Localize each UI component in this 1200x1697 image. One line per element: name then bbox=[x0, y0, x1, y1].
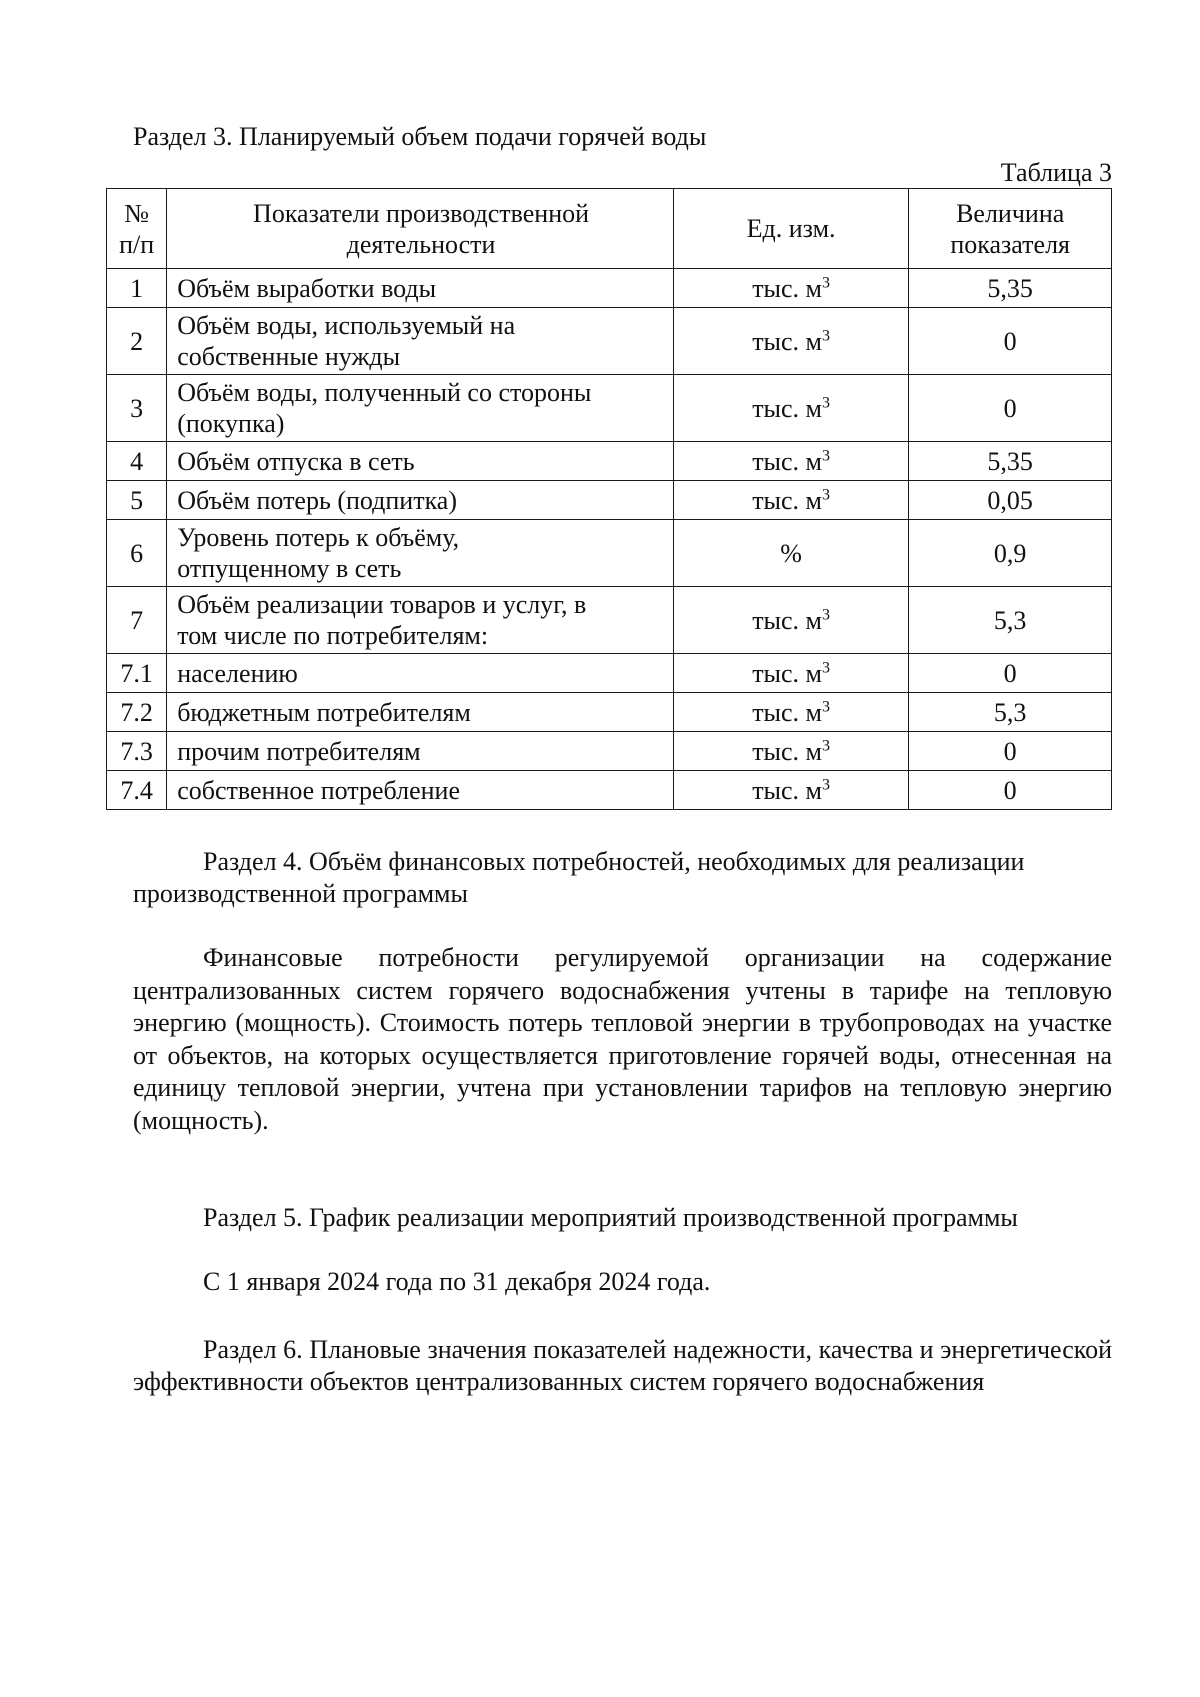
row-value: 5,3 bbox=[909, 693, 1112, 732]
row-indicator: Объём реализации товаров и услуг, в том числе по потребителям: bbox=[167, 587, 674, 654]
section-4-title: Раздел 4. Объём финансовых потребностей, необходимых для реализации производственной программы bbox=[133, 847, 1025, 908]
row-num: 3 bbox=[107, 375, 167, 442]
table-row bbox=[107, 732, 1112, 771]
row-unit: тыс. $м^3$ bbox=[673, 771, 909, 810]
row-num: 1 bbox=[107, 269, 167, 308]
table-caption: Таблица 3 bbox=[1000, 158, 1112, 187]
header-value: Величина показателя bbox=[909, 189, 1112, 269]
table-row bbox=[107, 375, 1112, 442]
table-row bbox=[107, 520, 1112, 587]
row-num: 7.4 bbox=[107, 771, 167, 810]
row-value: 5,35 bbox=[909, 442, 1112, 481]
production-indicators-table bbox=[106, 188, 1112, 810]
table-row bbox=[107, 481, 1112, 520]
header-indicator: Показатели производственной деятельности bbox=[167, 189, 674, 269]
row-unit: тыс. $м^3$ bbox=[673, 269, 909, 308]
row-indicator: Уровень потерь к объёму, отпущенному в сеть bbox=[167, 520, 674, 587]
section-4-body: Финансовые потребности регулируемой организации на содержание централизованных систем горячего водоснабжения учтены в тарифе на тепловую энергию (мощность). Стоимость потерь тепловой энергии в трубопроводах на участке от объектов, на которых осуществляется приготовление горячей воды, отнесенная на единицу тепловой энергии, учтена при установлении тарифов на тепловую энергию (мощность). bbox=[133, 943, 1112, 1135]
row-num: 6 bbox=[107, 520, 167, 587]
row-indicator: Объём воды, используемый на собственные нужды bbox=[167, 308, 674, 375]
row-value: 0 bbox=[909, 308, 1112, 375]
row-num: 7 bbox=[107, 587, 167, 654]
section-6-title: Раздел 6. Плановые значения показателей надежности, качества и энергетической эффективности объектов централизованных систем горячего водоснабжения bbox=[133, 1335, 1112, 1396]
row-num: 4 bbox=[107, 442, 167, 481]
row-indicator: прочим потребителям bbox=[167, 732, 674, 771]
section-5-dates: С 1 января 2024 года по 31 декабря 2024 года. bbox=[203, 1267, 711, 1296]
row-value: 0,9 bbox=[909, 520, 1112, 587]
table-header-row bbox=[107, 189, 1112, 269]
row-unit: тыс. $м^3$ bbox=[673, 308, 909, 375]
row-indicator: Объём воды, полученный со стороны (покупка) bbox=[167, 375, 674, 442]
row-num: 7.1 bbox=[107, 654, 167, 693]
row-num: 7.3 bbox=[107, 732, 167, 771]
row-value: 0,05 bbox=[909, 481, 1112, 520]
row-value: 0 bbox=[909, 771, 1112, 810]
section-3-title: Раздел 3. Планируемый объем подачи горячей воды bbox=[133, 122, 707, 151]
table-row bbox=[107, 654, 1112, 693]
table-body bbox=[107, 269, 1112, 810]
row-unit: тыс. $м^3$ bbox=[673, 732, 909, 771]
table-row bbox=[107, 269, 1112, 308]
table-row bbox=[107, 442, 1112, 481]
header-unit: Ед. изм. bbox=[673, 189, 909, 269]
row-value: 5,3 bbox=[909, 587, 1112, 654]
table-row bbox=[107, 308, 1112, 375]
row-unit: тыс. $м^3$ bbox=[673, 587, 909, 654]
section-5-title: Раздел 5. График реализации мероприятий производственной программы bbox=[203, 1203, 1018, 1232]
row-unit: тыс. $м^3$ bbox=[673, 654, 909, 693]
row-indicator: бюджетным потребителям bbox=[167, 693, 674, 732]
row-unit: тыс. $м^3$ bbox=[673, 442, 909, 481]
row-unit: тыс. $м^3$ bbox=[673, 481, 909, 520]
row-unit: % bbox=[673, 520, 909, 587]
table-row bbox=[107, 587, 1112, 654]
row-value: 0 bbox=[909, 732, 1112, 771]
row-value: 0 bbox=[909, 654, 1112, 693]
row-indicator: Объём отпуска в сеть bbox=[167, 442, 674, 481]
row-unit: тыс. $м^3$ bbox=[673, 693, 909, 732]
row-num: 7.2 bbox=[107, 693, 167, 732]
row-num: 2 bbox=[107, 308, 167, 375]
row-value: 0 bbox=[909, 375, 1112, 442]
table-row bbox=[107, 693, 1112, 732]
row-num: 5 bbox=[107, 481, 167, 520]
row-indicator: населению bbox=[167, 654, 674, 693]
table-row bbox=[107, 771, 1112, 810]
row-unit: тыс. $м^3$ bbox=[673, 375, 909, 442]
header-num: № п/п bbox=[107, 189, 167, 269]
row-value: 5,35 bbox=[909, 269, 1112, 308]
row-indicator: собственное потребление bbox=[167, 771, 674, 810]
row-indicator: Объём потерь (подпитка) bbox=[167, 481, 674, 520]
row-indicator: Объём выработки воды bbox=[167, 269, 674, 308]
